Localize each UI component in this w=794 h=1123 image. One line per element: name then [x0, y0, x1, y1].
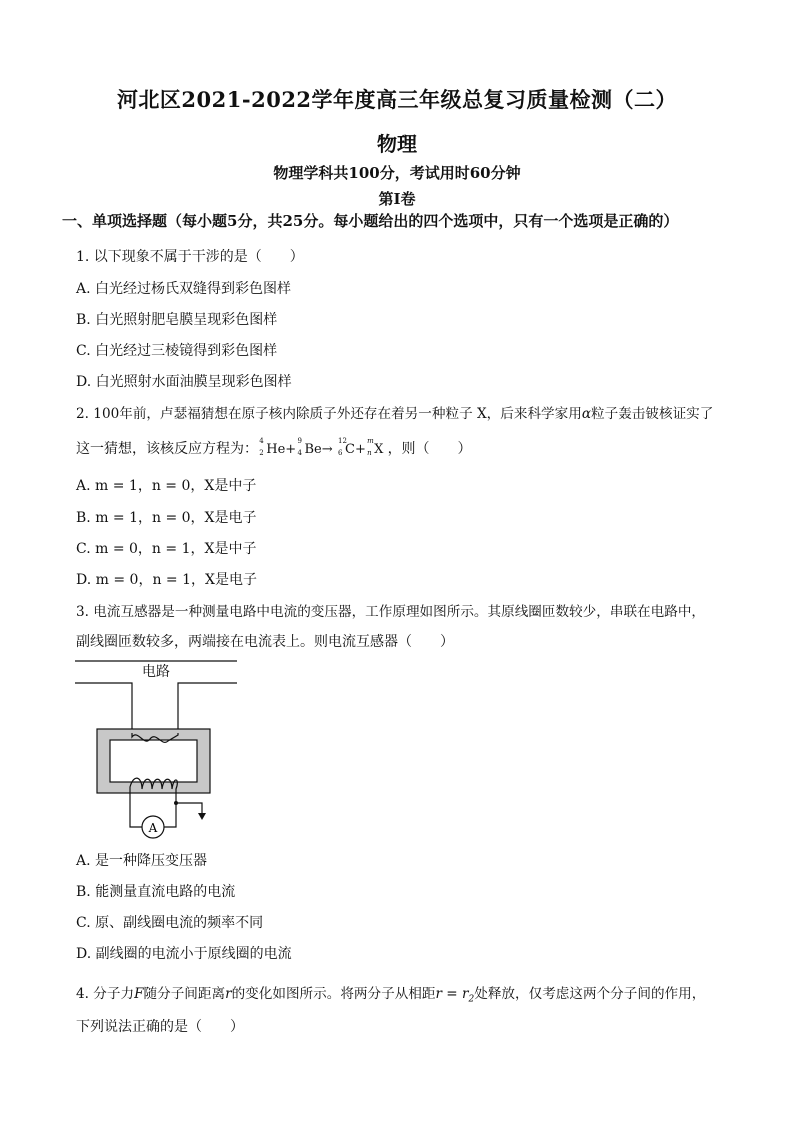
question-1-stem: 1. 以下现象不属于干涉的是（ ）: [76, 249, 304, 265]
question-3-option-a: A. 是一种降压变压器: [76, 853, 208, 869]
alpha-symbol: α: [581, 406, 592, 422]
release-distance: $r = r_2$: [435, 986, 475, 1005]
question-2-option-a: A. m = 1，n = 0，X是中子: [76, 478, 257, 494]
question-3-option-b: B. 能测量直流电路的电流: [76, 884, 236, 900]
nuclear-equation: 4 2 He+ 9 4 Be→ 12 6 C+ m n X: [259, 437, 384, 457]
section-heading: 一、单项选择题（每小题5分，共25分。每小题给出的四个选项中，只有一个选项是正确的）: [62, 212, 679, 230]
core-window: [110, 740, 197, 782]
question-2-option-d: D. m = 0，n = 1，X是电子: [76, 572, 257, 588]
beryllium-nucleus: 9 4 Be: [297, 437, 322, 457]
circuit-left-wire: [75, 683, 132, 733]
exam-info: 物理学科共100分，考试用时60分钟: [273, 164, 521, 182]
question-4-stem-line1: 4. 分子力F随分子间距离r的变化如图所示。将两分子从相距$r = r_2$处释放，仅考虑这两个分子间的作用，: [76, 986, 706, 1005]
question-3-stem-line2: 副线圈匝数较多，两端接在电流表上。则电流互感器（ ）: [76, 634, 454, 650]
transformer-svg: [70, 655, 250, 840]
carbon-nucleus: 12 6 C: [338, 437, 355, 457]
reaction-arrow: →: [321, 442, 333, 457]
question-1-option-b: B. 白光照射肥皂膜呈现彩色图样: [76, 312, 278, 328]
question-2-option-b: B. m = 1，n = 0，X是电子: [76, 510, 257, 526]
question-3-stem-line1: 3. 电流互感器是一种测量电路中电流的变压器，工作原理如图所示。其原线圈匝数较少，串联在电路中，: [76, 604, 706, 620]
unknown-particle: m n X: [367, 437, 384, 457]
secondary-left-wire: [130, 803, 142, 827]
question-4-stem-line2: 下列说法正确的是（ ）: [76, 1019, 244, 1035]
question-2-stem-text-d: ，则（ ）: [387, 441, 472, 457]
question-2-stem-line1: [76, 402, 713, 422]
question-2-stem-line2: [76, 438, 472, 458]
helium-nucleus: 4 2 He: [259, 437, 286, 457]
circuit-label: 电路: [142, 664, 170, 680]
circuit-right-wire: [178, 683, 237, 733]
ground-wire: [176, 803, 202, 815]
question-1-option-a: A. 白光经过杨氏双缝得到彩色图样: [76, 281, 292, 297]
question-1-option-c: C. 白光经过三棱镜得到彩色图样: [76, 343, 278, 359]
question-1-option-d: D. 白光照射水面油膜呈现彩色图样: [76, 374, 292, 390]
distance-symbol: r: [225, 986, 232, 1002]
question-2-option-c: C. m = 0，n = 1，X是中子: [76, 541, 257, 557]
current-transformer-diagram: [70, 655, 250, 840]
question-2-stem-text-b: 粒子轰击铍核证实了: [591, 406, 714, 422]
ground-arrow-icon: [198, 813, 206, 820]
question-2-stem-text-c: 这一猜想，该核反应方程为：: [76, 441, 258, 457]
question-2-stem-text-a: 2. 100年前，卢瑟福猜想在原子核内除质子外还存在着另一种粒子 X，后来科学家用: [76, 406, 582, 422]
secondary-right-wire: [164, 803, 176, 827]
force-symbol: F: [134, 986, 144, 1002]
volume-label: 第I卷: [378, 190, 416, 208]
question-3-option-c: C. 原、副线圈电流的频率不同: [76, 915, 264, 931]
subject-title: 物理: [377, 132, 417, 156]
exam-title: 河北区2021-2022学年度高三年级总复习质量检测（二）: [116, 87, 678, 112]
ammeter-label: A: [148, 821, 158, 835]
question-3-option-d: D. 副线圈的电流小于原线圈的电流: [76, 946, 292, 962]
